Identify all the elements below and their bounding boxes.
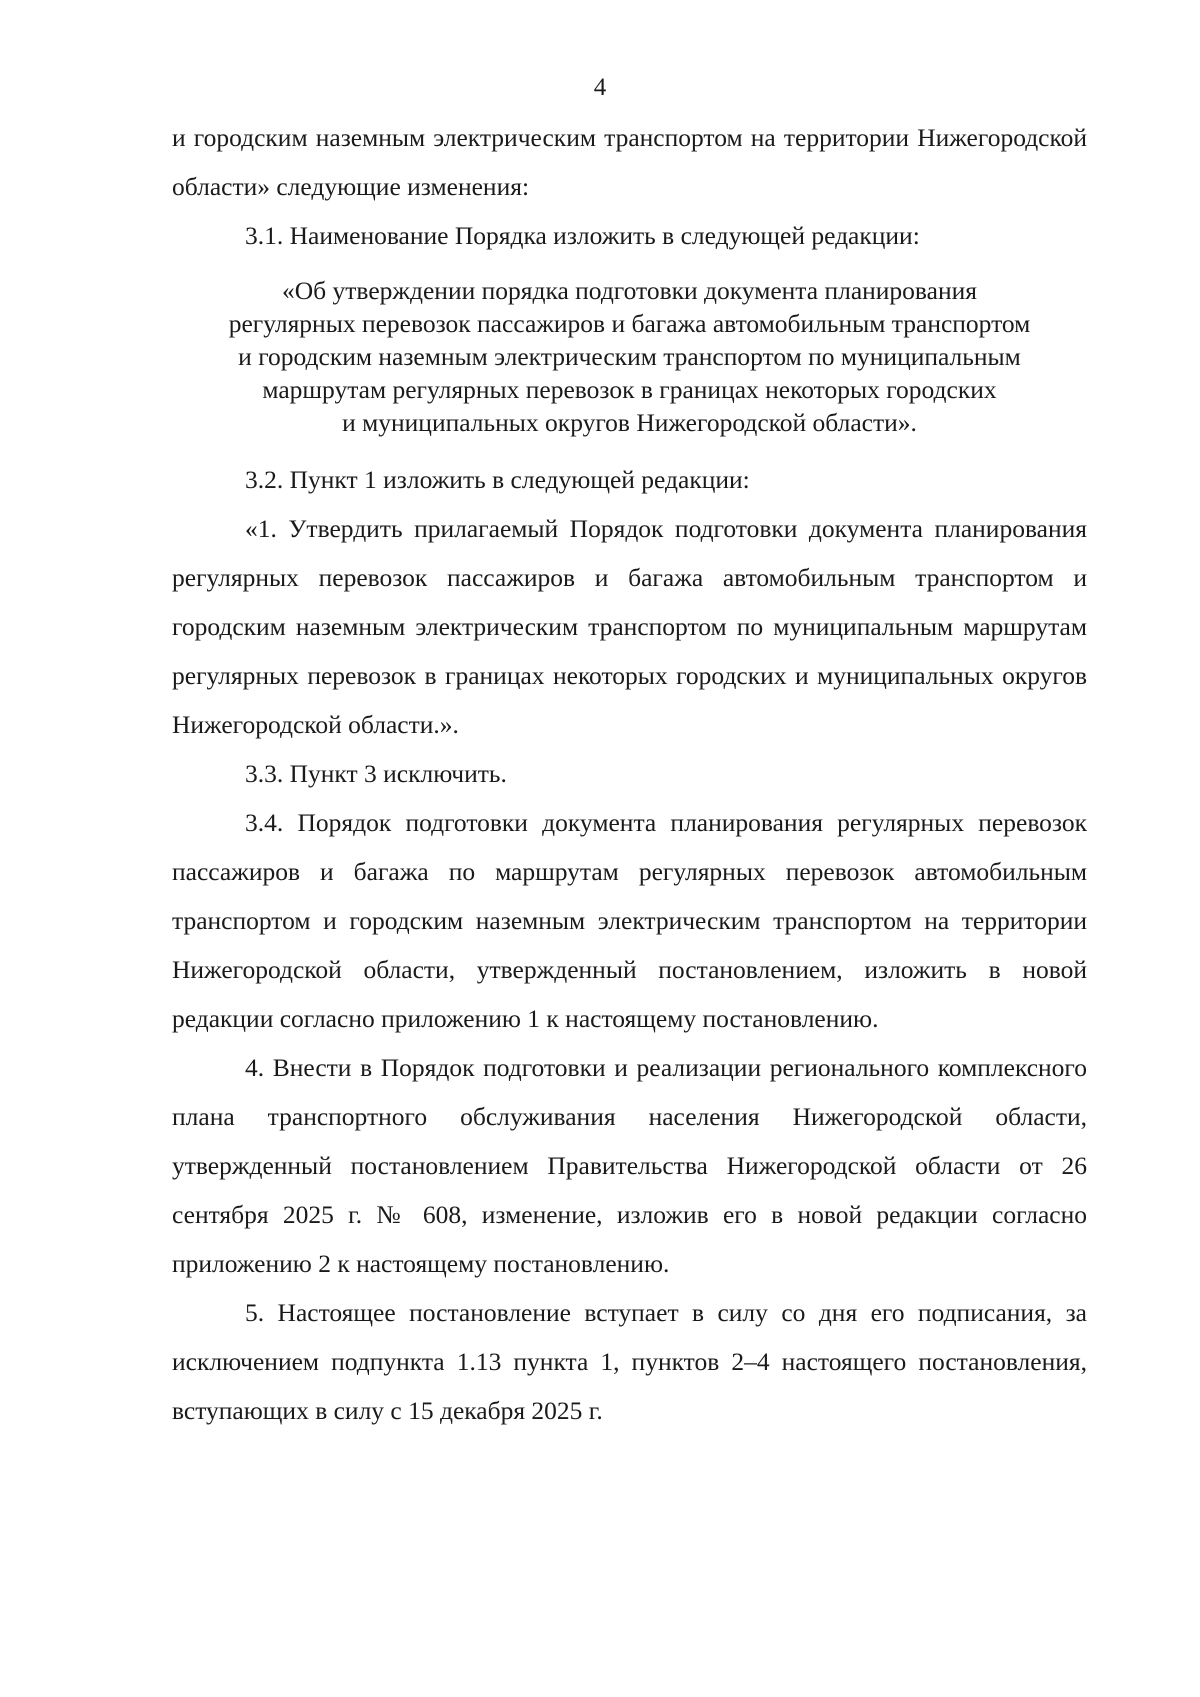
document-body xyxy=(172,113,1087,1435)
paragraph-3-1: 3.1. Наименование Порядка изложить в следующей редакции: xyxy=(245,221,920,250)
quoted-title-line: регулярных перевозок пассажиров и багажа автомобильным транспортом xyxy=(228,309,1031,338)
quoted-title-line: «Об утверждении порядка подготовки документа планирования xyxy=(282,276,977,305)
paragraph-5: 5. Настоящее постановление вступает в силу со дня его подписания, за исключением подпункта 1.13 пункта 1, пунктов 2–4 настоящего постановления, вступающих в силу с 15 декабря 2025 г. xyxy=(172,1298,1087,1425)
paragraph-4: 4. Внести в Порядок подготовки и реализации регионального комплексного плана транспортного обслуживания населения Нижегородской области, утвержденный постановлением Правительства Нижегородской области от 26 сентября 2025 г. № 608, изменение, изложив его в новой редакции согласно приложению 2 к настоящему постановлению. xyxy=(172,1053,1087,1278)
page-number: 4 xyxy=(593,74,607,101)
quoted-title-line: и городским наземным электрическим транспортом по муниципальным xyxy=(238,342,1021,371)
quoted-title-line: и муниципальных округов Нижегородской области». xyxy=(342,408,917,437)
paragraph-intro: и городским наземным электрическим транспортом на территории Нижегородской области» следующие изменения: xyxy=(172,123,1087,201)
quoted-title-line: маршрутам регулярных перевозок в границах некоторых городских xyxy=(262,375,997,404)
quoted-title xyxy=(172,274,1087,439)
paragraph-3-2-text: «1. Утвердить прилагаемый Порядок подготовки документа планирования регулярных перевозок пассажиров и багажа автомобильным транспортом и городским наземным электрическим транспортом по муниципальным маршрутам регулярных перевозок в границах некоторых городских и муниципальных округов Нижегородской области.». xyxy=(172,514,1087,739)
paragraph-3-4: 3.4. Порядок подготовки документа планирования регулярных перевозок пассажиров и багажа по маршрутам регулярных перевозок автомобильным транспортом и городским наземным электрическим транспортом на территории Нижегородской области, утвержденный постановлением, изложить в новой редакции согласно приложению 1 к настоящему постановлению. xyxy=(172,808,1087,1033)
paragraph-3-3: 3.3. Пункт 3 исключить. xyxy=(245,759,507,788)
paragraph-3-2: 3.2. Пункт 1 изложить в следующей редакции: xyxy=(245,465,750,494)
